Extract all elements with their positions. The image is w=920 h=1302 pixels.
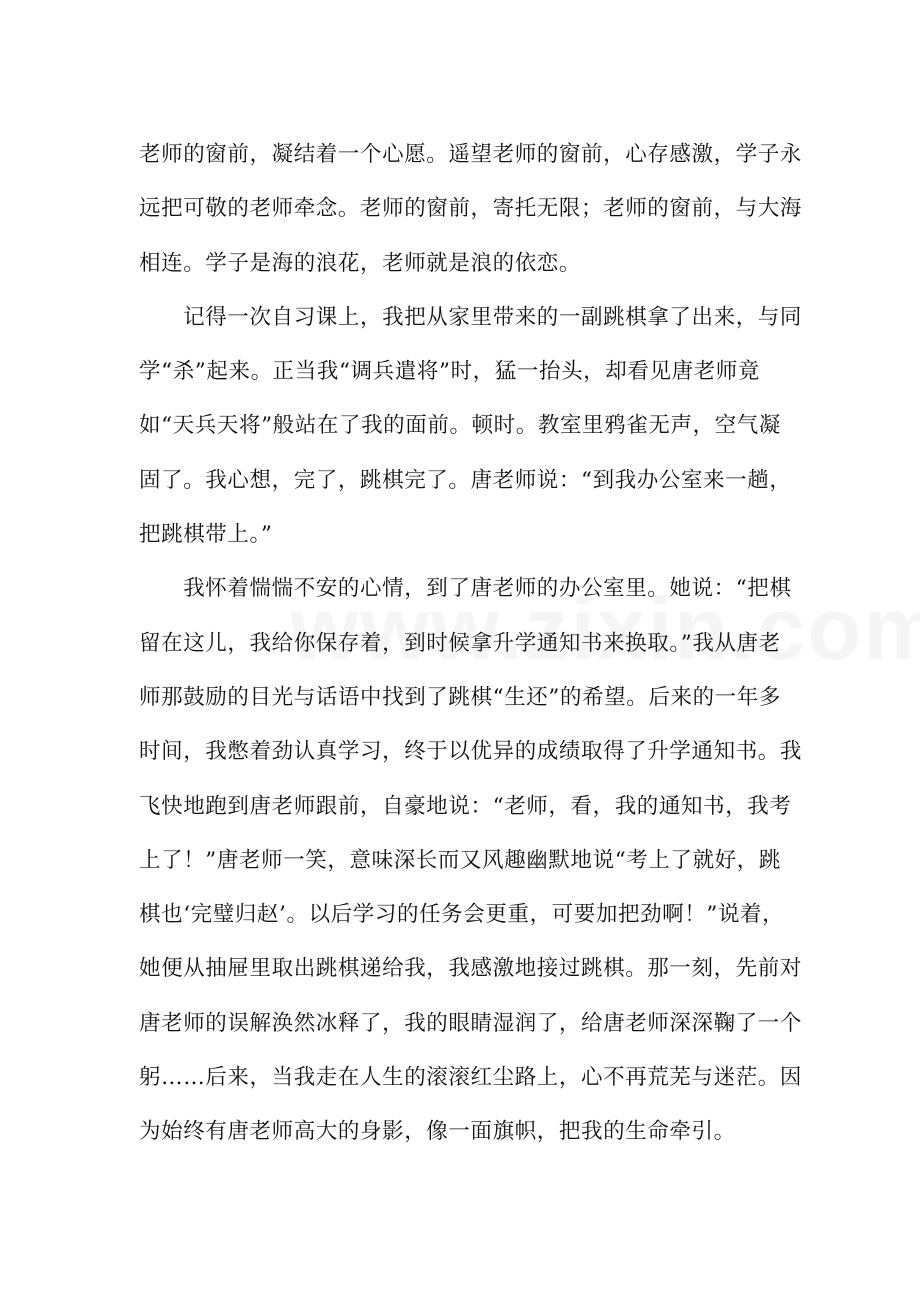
text-line: 固了。我心想，完了，跳棋完了。唐老师说：“到我办公室来一趟， (139, 467, 792, 493)
text-line: 为始终有唐老师高大的身影，像一面旗帜，把我的生命牵引。 (139, 1119, 736, 1145)
text-line: 她便从抽屉里取出跳棋递给我，我感激地接过跳棋。那一刻，先前对 (139, 956, 803, 982)
text-line: 棋也‘完璧归赵’。以后学习的任务会更重，可要加把劲啊！”说着， (139, 902, 785, 928)
text-line: 时间，我憋着劲认真学习，终于以优异的成绩取得了升学通知书。我 (139, 739, 803, 765)
text-line: 师那鼓励的目光与话语中找到了跳棋“生还”的希望。后来的一年多 (139, 684, 781, 710)
text-line: 留在这儿，我给你保存着，到时候拿升学通知书来换取。”我从唐老 (139, 630, 781, 656)
text-line: 如“天兵天将”般站在了我的面前。顿时。教室里鸦雀无声，空气凝 (139, 413, 781, 439)
text-line: 学“杀”起来。正当我“调兵遣将”时，猛一抬头，却看见唐老师竟 (139, 359, 760, 385)
text-line: 飞快地跑到唐老师跟前，自豪地说：“老师，看，我的通知书，我考 (139, 793, 792, 819)
text-line: 把跳棋带上。” (139, 522, 273, 548)
text-line: 记得一次自习课上，我把从家里带来的一副跳棋拿了出来，与同 (139, 304, 803, 330)
text-line: 躬……后来，当我走在人生的滚滚红尘路上，心不再荒芜与迷茫。因 (139, 1065, 803, 1091)
text-line: 我怀着惴惴不安的心情，到了唐老师的办公室里。她说：“把棋 (139, 576, 792, 602)
text-line: 相连。学子是海的浪花，老师就是浪的依恋。 (139, 250, 582, 276)
text-line: 老师的窗前，凝结着一个心愿。遥望老师的窗前，心存感激，学子永 (139, 142, 803, 167)
text-line: 上了！”唐老师一笑，意味深长而又风趣幽默地说“考上了就好，跳 (139, 847, 781, 873)
article-body (139, 128, 803, 1160)
text-line: 远把可敬的老师牵念。老师的窗前，寄托无限；老师的窗前，与大海 (139, 196, 803, 222)
text-line: 唐老师的误解涣然冰释了，我的眼睛湿润了，给唐老师深深鞠了一个 (139, 1010, 803, 1036)
